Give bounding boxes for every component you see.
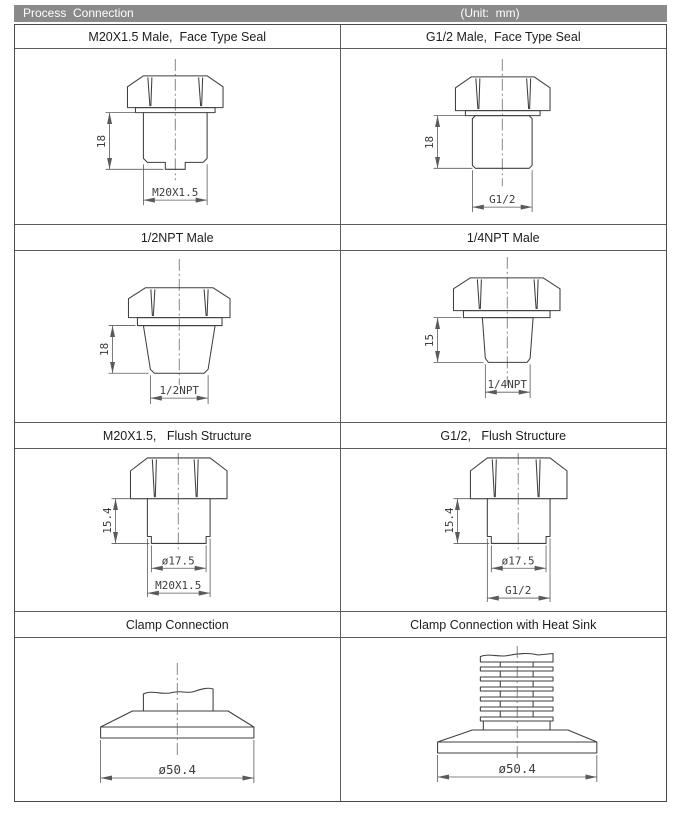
flange — [463, 311, 550, 318]
height-dimension — [95, 113, 163, 170]
drawing-clamp-heat-sink — [341, 638, 667, 801]
drawing-cell-12npt — [15, 251, 341, 423]
height-dim-label: 18 — [98, 342, 112, 357]
fin-base-block — [483, 721, 550, 730]
drawing-cell-g12-flush — [341, 449, 667, 612]
diameter-dimension — [491, 545, 546, 572]
drawing-clamp-connection — [15, 638, 340, 801]
height-dimension — [423, 318, 483, 363]
diameter-dim-label: ø17.5 — [161, 554, 195, 568]
drawing-cell-clamp-heat-sink — [341, 638, 667, 801]
page-title: Process Connection — [23, 6, 134, 20]
header-bar — [14, 5, 667, 22]
hex-head — [453, 278, 560, 311]
height-dim-label: 15 — [422, 333, 436, 348]
thread-label: G1/2 — [488, 193, 515, 207]
thread-label: M20X1.5 — [152, 186, 199, 200]
height-dimension — [98, 326, 148, 374]
heat-sink-fins — [480, 654, 553, 731]
thread-label: M20X1.5 — [155, 579, 202, 593]
thread-body — [487, 499, 550, 544]
title-g12-face-seal: G1/2 Male, Face Type Seal — [341, 25, 667, 49]
height-dim-label: 18 — [95, 134, 109, 149]
tapered-thread-body — [482, 318, 533, 363]
diameter-dim-label: ø50.4 — [158, 761, 196, 778]
title-m20x15-face-seal: M20X1.5 Male, Face Type Seal — [15, 25, 341, 49]
diameter-dim-label: ø17.5 — [501, 554, 535, 568]
thread-label: 1/4NPT — [486, 378, 527, 392]
hex-head — [470, 458, 567, 499]
hex-head — [455, 77, 550, 111]
drawing-12npt-male — [15, 251, 340, 422]
drawing-g12-face-seal — [341, 49, 667, 224]
unit-label: (Unit: mm) — [460, 6, 520, 20]
drawing-cell-clamp — [15, 638, 341, 801]
drawing-g12-flush — [341, 449, 667, 611]
title-clamp-heat-sink: Clamp Connection with Heat Sink — [341, 612, 667, 638]
drawing-cell-m20x15-face-seal — [15, 49, 341, 225]
thread-body — [147, 499, 210, 544]
title-clamp: Clamp Connection — [15, 612, 341, 638]
drawing-m20x15-flush — [15, 449, 340, 611]
height-dimension — [101, 499, 149, 544]
height-dim-label: 15.4 — [442, 507, 456, 534]
drawing-cell-14npt — [341, 251, 667, 423]
height-dim-label: 18 — [422, 135, 436, 150]
sensor-stub — [143, 688, 213, 711]
diameter-dim-label: ø50.4 — [497, 760, 536, 777]
thread-dimension — [487, 538, 550, 602]
thread-dimension — [147, 538, 210, 597]
flange — [137, 318, 222, 326]
title-12npt-male: 1/2NPT Male — [15, 225, 341, 251]
title-g12-flush: G1/2, Flush Structure — [341, 423, 667, 449]
drawing-14npt-male — [341, 251, 667, 422]
drawing-cell-g12-face-seal — [341, 49, 667, 225]
connection-table — [14, 24, 667, 802]
thread-dimension — [485, 364, 530, 398]
thread-dimension — [143, 164, 207, 205]
drawing-m20x15-face-seal — [15, 49, 340, 224]
height-dim-label: 15.4 — [101, 507, 115, 534]
diameter-dimension — [151, 545, 206, 572]
drawing-cell-m20x15-flush — [15, 449, 341, 612]
thread-label: G1/2 — [504, 584, 531, 598]
thread-label: 1/2NPT — [159, 384, 200, 398]
height-dimension — [442, 499, 488, 544]
thread-dimension — [472, 170, 532, 212]
height-dimension — [423, 116, 472, 169]
title-m20x15-flush: M20X1.5, Flush Structure — [15, 423, 341, 449]
hex-head — [130, 458, 227, 499]
flange — [465, 111, 540, 116]
title-14npt-male: 1/4NPT Male — [341, 225, 667, 251]
diameter-dimension — [437, 755, 596, 782]
